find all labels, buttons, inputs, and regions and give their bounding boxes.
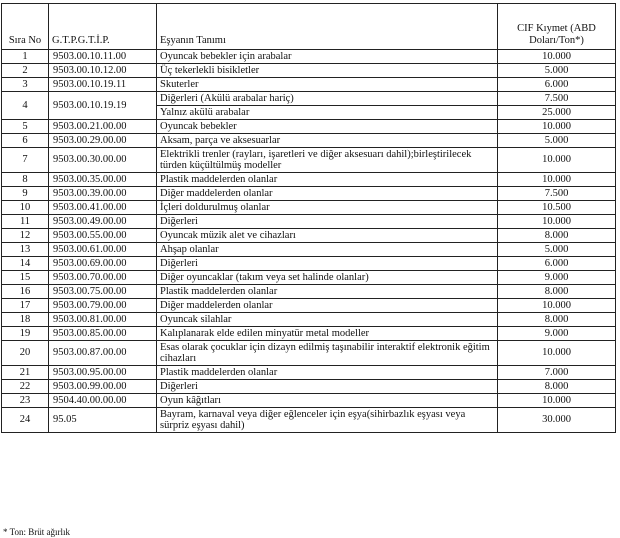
document	[1, 3, 616, 537]
tariff-code: 9503.00.95.00.00	[49, 366, 157, 380]
row-number: 22	[2, 380, 49, 394]
cif-value: 8.000	[498, 229, 616, 243]
table-body	[2, 50, 616, 433]
table-row	[2, 394, 616, 408]
table-row	[2, 243, 616, 257]
row-number: 3	[2, 78, 49, 92]
item-description: Diğer oyuncaklar (takım veya set halinde olanlar)	[157, 271, 498, 285]
item-description: Üç tekerlekli bisikletler	[157, 64, 498, 78]
cif-value: 10.500	[498, 201, 616, 215]
table-row	[2, 134, 616, 148]
tariff-code: 9503.00.79.00.00	[49, 299, 157, 313]
item-description: Plastik maddelerden olanlar	[157, 285, 498, 299]
cif-value: 7.000	[498, 366, 616, 380]
row-number: 17	[2, 299, 49, 313]
tariff-code: 95.05	[49, 408, 157, 433]
cif-value: 10.000	[498, 394, 616, 408]
row-number: 4	[2, 92, 49, 120]
tariff-code: 9503.00.85.00.00	[49, 327, 157, 341]
cif-value: 8.000	[498, 285, 616, 299]
item-description: Oyuncak silahlar	[157, 313, 498, 327]
tariff-code: 9503.00.10.12.00	[49, 64, 157, 78]
item-description: İçleri doldurulmuş olanlar	[157, 201, 498, 215]
header-cif-value: CIF Kıymet (ABD Doları/Ton*)	[498, 4, 616, 50]
tariff-code: 9503.00.10.19.11	[49, 78, 157, 92]
tariff-code: 9503.00.99.00.00	[49, 380, 157, 394]
cif-value: 8.000	[498, 380, 616, 394]
item-description: Oyuncak bebekler için arabalar	[157, 50, 498, 64]
cif-value: 9.000	[498, 271, 616, 285]
item-description: Skuterler	[157, 78, 498, 92]
cif-value: 5.000	[498, 134, 616, 148]
tariff-code: 9503.00.35.00.00	[49, 173, 157, 187]
cif-value: 8.000	[498, 313, 616, 327]
item-description: Plastik maddelerden olanlar	[157, 173, 498, 187]
item-description: Bayram, karnaval veya diğer eğlenceler için eşya(sihirbazlık eşyası veya sürpriz eşyası dahil)	[157, 408, 498, 433]
table-row	[2, 64, 616, 78]
cif-value: 5.000	[498, 64, 616, 78]
item-description: Diğerleri	[157, 257, 498, 271]
tariff-code: 9503.00.10.11.00	[49, 50, 157, 64]
row-number: 14	[2, 257, 49, 271]
cif-value: 10.000	[498, 148, 616, 173]
tariff-code: 9503.00.69.00.00	[49, 257, 157, 271]
cif-value: 10.000	[498, 120, 616, 134]
cif-value: 6.000	[498, 78, 616, 92]
header-no: Sıra No	[2, 4, 49, 50]
tariff-code: 9503.00.75.00.00	[49, 285, 157, 299]
item-description: Oyun kâğıtları	[157, 394, 498, 408]
item-description: Diğer maddelerden olanlar	[157, 299, 498, 313]
row-number: 2	[2, 64, 49, 78]
table-row	[2, 187, 616, 201]
cif-value: 5.000	[498, 243, 616, 257]
cif-value: 30.000	[498, 408, 616, 433]
cif-value-split	[498, 92, 616, 120]
table-row	[2, 327, 616, 341]
table-row	[2, 92, 616, 120]
item-description: Ahşap olanlar	[157, 243, 498, 257]
item-description: Esas olarak çocuklar için dizayn edilmiş taşınabilir interaktif elektronik eğitim cihazları	[157, 341, 498, 366]
cif-value: 25.000	[498, 105, 615, 119]
cif-value: 10.000	[498, 299, 616, 313]
row-number: 13	[2, 243, 49, 257]
cif-value-table	[1, 3, 616, 433]
row-number: 23	[2, 394, 49, 408]
tariff-code: 9503.00.70.00.00	[49, 271, 157, 285]
cif-value: 7.500	[498, 187, 616, 201]
item-description: Diğerleri	[157, 380, 498, 394]
tariff-code: 9503.00.49.00.00	[49, 215, 157, 229]
tariff-code: 9503.00.87.00.00	[49, 341, 157, 366]
tariff-code: 9503.00.21.00.00	[49, 120, 157, 134]
row-number: 9	[2, 187, 49, 201]
table-row	[2, 50, 616, 64]
table-row	[2, 201, 616, 215]
table-row	[2, 148, 616, 173]
tariff-code: 9503.00.39.00.00	[49, 187, 157, 201]
cif-value: 10.000	[498, 50, 616, 64]
row-number: 5	[2, 120, 49, 134]
item-description: Elektrikli trenler (rayları, işaretleri ve diğer aksesuarı dahil);birleştirilecek türden küçültülmüş modeller	[157, 148, 498, 173]
row-number: 15	[2, 271, 49, 285]
cif-value: 7.500	[544, 93, 569, 104]
item-description: Oyuncak bebekler	[157, 120, 498, 134]
table-row	[2, 78, 616, 92]
row-number: 20	[2, 341, 49, 366]
item-description: Diğer maddelerden olanlar	[157, 187, 498, 201]
row-number: 7	[2, 148, 49, 173]
item-description: Oyuncak müzik alet ve cihazları	[157, 229, 498, 243]
row-number: 24	[2, 408, 49, 433]
table-row	[2, 380, 616, 394]
row-number: 16	[2, 285, 49, 299]
item-description: Diğerleri (Akülü arabalar hariç)	[160, 93, 294, 104]
tariff-code: 9503.00.29.00.00	[49, 134, 157, 148]
row-number: 1	[2, 50, 49, 64]
row-number: 18	[2, 313, 49, 327]
table-row	[2, 341, 616, 366]
item-description: Aksam, parça ve aksesuarlar	[157, 134, 498, 148]
tariff-code: 9504.40.00.00.00	[49, 394, 157, 408]
item-description: Diğerleri	[157, 215, 498, 229]
item-description: Yalnız akülü arabalar	[157, 105, 497, 119]
table-row	[2, 408, 616, 433]
table-row	[2, 366, 616, 380]
row-number: 8	[2, 173, 49, 187]
item-description: Kalıplanarak elde edilen minyatür metal modeller	[157, 327, 498, 341]
cif-value: 10.000	[498, 215, 616, 229]
table-row	[2, 229, 616, 243]
tariff-code: 9503.00.41.00.00	[49, 201, 157, 215]
table-row	[2, 257, 616, 271]
header-description: Eşyanın Tanımı	[157, 4, 498, 50]
table-row	[2, 215, 616, 229]
table-row	[2, 313, 616, 327]
cif-value: 10.000	[498, 173, 616, 187]
row-number: 6	[2, 134, 49, 148]
tariff-code: 9503.00.30.00.00	[49, 148, 157, 173]
tariff-code: 9503.00.61.00.00	[49, 243, 157, 257]
item-description: Plastik maddelerden olanlar	[157, 366, 498, 380]
tariff-code: 9503.00.81.00.00	[49, 313, 157, 327]
table-row	[2, 285, 616, 299]
item-description-split	[157, 92, 498, 120]
tariff-code: 9503.00.55.00.00	[49, 229, 157, 243]
table-row	[2, 299, 616, 313]
cif-value: 6.000	[498, 257, 616, 271]
header-code: G.T.P.G.T.İ.P.	[49, 4, 157, 50]
row-number: 11	[2, 215, 49, 229]
tariff-code: 9503.00.10.19.19	[49, 92, 157, 120]
row-number: 12	[2, 229, 49, 243]
cif-value: 10.000	[498, 341, 616, 366]
table-row	[2, 271, 616, 285]
cif-value: 9.000	[498, 327, 616, 341]
footnote: * Ton: Brüt ağırlık	[3, 527, 70, 537]
row-number: 19	[2, 327, 49, 341]
table-row	[2, 120, 616, 134]
table-row	[2, 173, 616, 187]
row-number: 10	[2, 201, 49, 215]
row-number: 21	[2, 366, 49, 380]
